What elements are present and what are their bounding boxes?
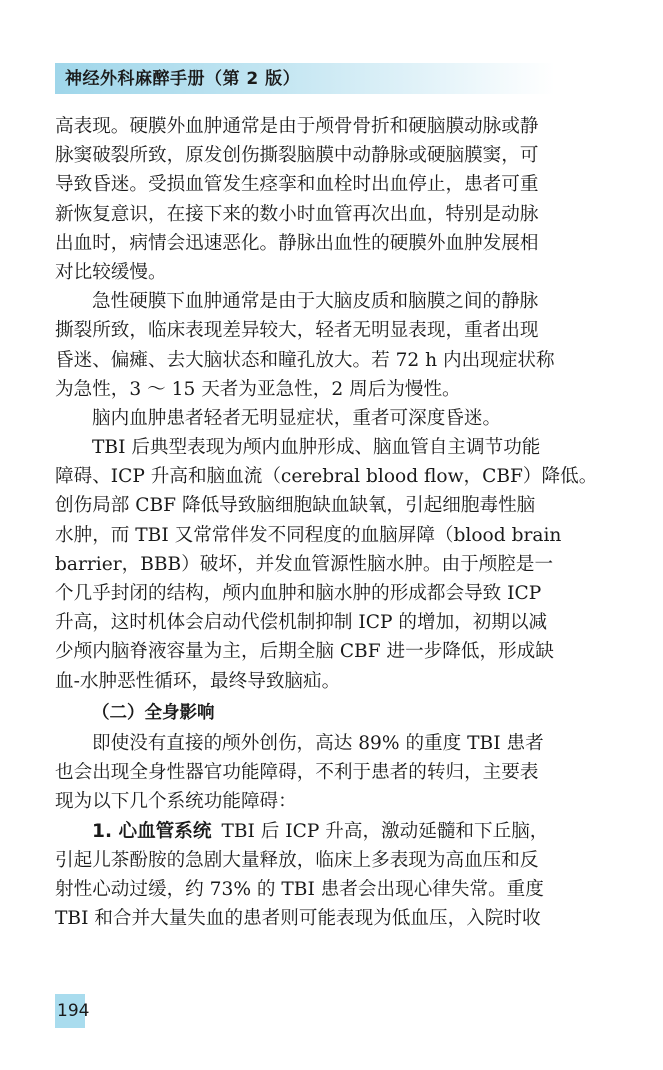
text-line <box>55 817 561 846</box>
book-title: 神经外科麻醉手册（第 2 版） <box>65 69 301 89</box>
text-line: 水肿，而 TBI 又常常伴发不同程度的血脑屏障（blood brain <box>55 524 562 546</box>
text-line: 个几乎封闭的结构，颅内血肿和脑水肿的形成都会导致 ICP <box>55 583 542 604</box>
text-line: 脑内血肿患者轻者无明显症状，重者可深度昏迷。 <box>92 407 502 429</box>
text-line: 血-水肿恶性循环，最终导致脑疝。 <box>55 670 341 692</box>
text-line: 升高，这时机体会启动代偿机制抑制 ICP 的增加，初期以减 <box>55 612 548 634</box>
text-line: 障碍、ICP 升高和脑血流（cerebral blood flow，CBF）降低。 <box>55 466 598 488</box>
text-line: 为急性，3 ～ 15 天者为亚急性，2 周后为慢性。 <box>55 378 461 400</box>
body-text <box>55 112 598 933</box>
text-line: 昏迷、偏瘫、去大脑状态和瞳孔放大。若 72 h 内出现症状称 <box>55 349 555 371</box>
text-line: 也会出现全身性器官功能障碍，不利于患者的转归，主要表 <box>55 762 539 784</box>
text-line: barrier，BBB）破坏，并发血管源性脑水肿。由于颅腔是一 <box>55 553 554 575</box>
text-line: 对比较缓慢。 <box>55 261 167 283</box>
text-line: 高表现。硬膜外血肿通常是由于颅骨骨折和硬脑膜动脉或静 <box>55 116 539 137</box>
text-line: TBI 后典型表现为颅内血肿形成、脑血管自主调节功能 <box>92 437 541 459</box>
text-line: 导致昏迷。受损血管发生痉挛和血栓时出血停止，患者可重 <box>55 174 539 196</box>
text-line: 出血时，病情会迅速恶化。静脉出血性的硬膜外血肿发展相 <box>55 232 539 254</box>
text-line: 急性硬膜下血肿通常是由于大脑皮质和脑膜之间的静脉 <box>92 291 539 313</box>
text-line: 创伤局部 CBF 降低导致脑细胞缺血缺氧，引起细胞毒性脑 <box>55 495 536 517</box>
text-line: 少颅内脑脊液容量为主，后期全脑 CBF 进一步降低，形成缺 <box>55 641 554 663</box>
subsection-heading: 1. 心血管系统 <box>92 820 212 842</box>
text-line: TBI 和合并大量失血的患者则可能表现为低血压，入院时收 <box>55 908 541 930</box>
text-line: 新恢复意识，在接下来的数小时血管再次出血，特别是动脉 <box>55 203 539 225</box>
text-line: 引起儿茶酚胺的急剧大量释放，临床上多表现为高血压和反 <box>55 849 539 871</box>
text-line: 射性心动过缓，约 73% 的 TBI 患者会出现心律失常。重度 <box>55 878 544 900</box>
text-line: 脉窦破裂所致，原发创伤撕裂脑膜中动静脉或硬脑膜窦，可 <box>55 145 539 167</box>
text-line: 撕裂所致，临床表现差异较大，轻者无明显表现，重者出现 <box>55 320 539 342</box>
section-heading: （二）全身影响 <box>92 702 215 723</box>
text-span: TBI 后 ICP 升高，激动延髓和下丘脑， <box>221 820 549 842</box>
text-line: 即使没有直接的颅外创伤，高达 89% 的重度 TBI 患者 <box>92 732 544 754</box>
page-number: 194 <box>57 1001 90 1021</box>
text-line: 现为以下几个系统功能障碍： <box>55 791 297 813</box>
